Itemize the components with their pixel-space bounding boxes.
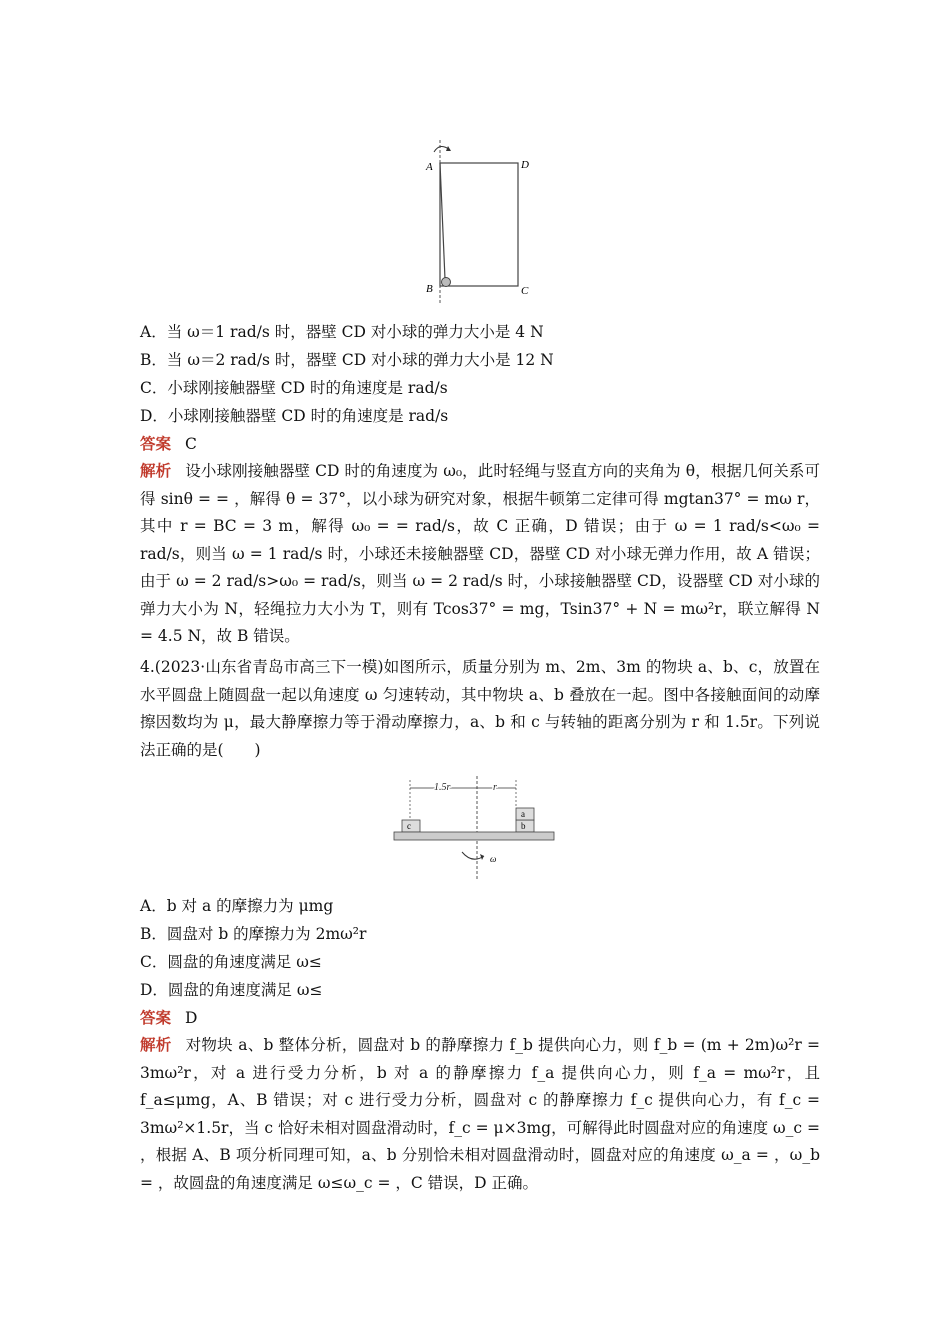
q4-answer — [140, 1008, 197, 1028]
q4-option-a: A．b 对 a 的摩擦力为 μmg — [140, 897, 334, 915]
arrowhead-icon — [446, 146, 451, 151]
container-rect — [440, 163, 518, 286]
answer-value: D — [185, 1009, 198, 1027]
container-figure — [420, 140, 540, 305]
dim-label-left: 1.5r — [434, 782, 451, 793]
dim-label-right: r — [493, 782, 497, 793]
analysis-text: 对物块 a、b 整体分析，圆盘对 b 的静摩擦力 f_b 提供向心力，则 f_b = (m + 2m)ω²r = 3mω²r，对 a 进行受力分析，b 对 a 的静摩擦力 f_a 提供向心力，则 f_a = mω²r，且 f_a≤μmg，A、B 错误；对 c 进行受力分析，圆盘对 c 的静摩擦力 f_c 提供向心力，有 f_c = 3mω²×1.5r，当 c 恰好未相对圆盘滑动时，f_c = μ×3mg，可解得此时圆盘对应的角速度 ω_c = ，根据 A、B 项分析同理可知，a、b 分别恰未相对圆盘滑动时，圆盘对应的角速度 ω_a = ，ω_b = ，故圆盘的角速度满足 ω≤ω_c = ，C 错误，D 正确。 — [140, 1036, 820, 1192]
rope-line — [440, 163, 445, 279]
q4-stem: 4.(2023·山东省青岛市高三下一模)如图所示，质量分别为 m、2m、3m 的物块 a、b、c，放置在水平圆盘上随圆盘一起以角速度 ω 匀速转动，其中物块 a、b 叠放在一起。图中各接触面间的动摩擦因数均为 μ，最大静摩擦力等于滑动摩擦力，a、b 和 c 与转轴的距离分别为 r 和 1.5r。下列说法正确的是( ) — [140, 658, 820, 759]
q3-option-c: C．小球刚接触器壁 CD 时的角速度是 rad/s — [140, 379, 448, 397]
label-b: B — [426, 283, 433, 295]
block-a-label: a — [521, 809, 525, 819]
ball — [442, 278, 451, 287]
analysis-text: 设小球刚接触器壁 CD 时的角速度为 ω₀，此时轻绳与竖直方向的夹角为 θ，根据几何关系可得 sinθ = = ，解得 θ = 37°，以小球为研究对象，根据牛顿第二定律可得 mgtan37° = mω r，其中 r = BC = 3 m，解得 ω₀ = = rad/s，故 C 正确，D 错误；由于 ω = 1 rad/s<ω₀ = rad/s，则当 ω = 1 rad/s 时，小球还未接触器壁 CD，器壁 CD 对小球无弹力作用，故 A 错误；由于 ω = 2 rad/s>ω₀ = rad/s，则当 ω = 2 rad/s 时，小球接触器壁 CD，设器壁 CD 对小球的弹力大小为 N，轻绳拉力大小为 T，则有 Tcos37° = mg，Tsin37° + N = mω²r，联立解得 N = 4.5 N，故 B 错误。 — [140, 462, 820, 645]
q4-analysis — [140, 1031, 820, 1197]
q3-analysis — [140, 457, 820, 651]
q4-option-c: C．圆盘的角速度满足 ω≤ — [140, 953, 322, 971]
disc — [394, 832, 554, 840]
analysis-label: 解析 — [140, 461, 172, 480]
disc-figure — [390, 776, 560, 881]
omega-label: ω — [490, 854, 497, 864]
q3-option-d: D．小球刚接触器壁 CD 时的角速度是 rad/s — [140, 407, 449, 425]
q4-option-b: B．圆盘对 b 的摩擦力为 2mω²r — [140, 925, 367, 943]
q3-answer — [140, 434, 197, 454]
label-a: A — [426, 161, 433, 173]
label-c: C — [521, 285, 529, 297]
analysis-label: 解析 — [140, 1035, 172, 1054]
block-a — [516, 808, 534, 820]
block-c — [402, 820, 420, 832]
block-c-label: c — [407, 821, 411, 831]
q3-option-a: A．当 ω＝1 rad/s 时，器壁 CD 对小球的弹力大小是 4 N — [140, 323, 544, 341]
answer-label: 答案 — [140, 1008, 172, 1027]
answer-label: 答案 — [140, 434, 172, 453]
q3-option-b: B．当 ω＝2 rad/s 时，器壁 CD 对小球的弹力大小是 12 N — [140, 351, 554, 369]
q4-option-d: D．圆盘的角速度满足 ω≤ — [140, 981, 323, 999]
block-b-label: b — [521, 821, 526, 831]
label-d: D — [521, 159, 529, 171]
answer-value: C — [185, 435, 197, 453]
